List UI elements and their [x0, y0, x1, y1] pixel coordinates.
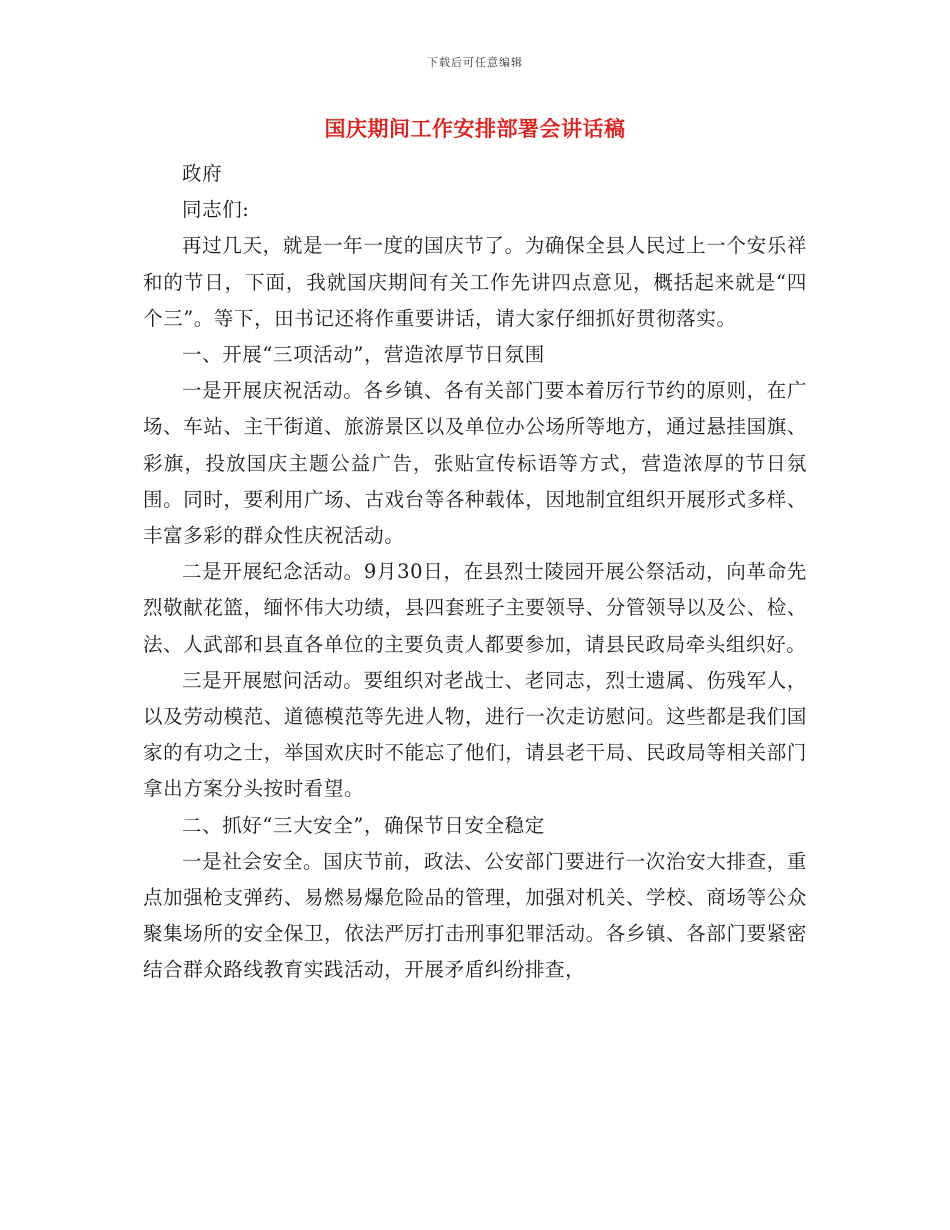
paragraph-celebration: 一是开展庆祝活动。各乡镇、各有关部门要本着厉行节约的原则，在广场、车站、主干街道、旅游景区以及单位办公场所等地方，通过悬挂国旗、彩旗，投放国庆主题公益广告，张贴宣传标语等方式，营造浓厚的节日氛围。同时，要利用广场、古戏台等各种载体，因地制宜组织开展形式多样、丰富多彩的群众性庆祝活动。: [143, 379, 807, 548]
document-title: 国庆期间工作安排部署会讲话稿: [324, 117, 626, 141]
paragraph-organization: 政府: [182, 162, 223, 185]
paragraph-visits: 三是开展慰问活动。要组织对老战士、老同志，烈士遗属、伤残军人，以及劳动模范、道德模范等先进人物，进行一次走访慰问。这些都是我们国家的有功之士，举国欢庆时不能忘了他们，请县老干局、民政局等相关部门拿出方案分头按时看望。: [143, 668, 807, 801]
paragraph-intro: 再过几天，就是一年一度的国庆节了。为确保全县人民过上一个安乐祥和的节日，下面，我就国庆期间有关工作先讲四点意见，概括起来就是“四个三”。等下，田书记还将作重要讲话，请大家仔细抓好贯彻落实。: [143, 234, 807, 330]
paragraph-memorial: 二是开展纪念活动。9月30日，在县烈士陵园开展公祭活动，向革命先烈敬献花篮，缅怀伟大功绩，县四套班子主要领导、分管领导以及公、检、法、人武部和县直各单位的主要负责人都要参加，请县民政局牵头组织好。: [143, 560, 807, 656]
header-note: 下载后可任意编辑: [427, 56, 523, 69]
paragraph-salutation: 同志们:: [182, 198, 250, 222]
document-body: [143, 156, 807, 989]
section-heading-1: 一、开展“三项活动”，营造浓厚节日氛围: [182, 343, 545, 367]
section-heading-2: 二、抓好“三大安全”，确保节日安全稳定: [182, 813, 545, 837]
paragraph-social-safety: 一是社会安全。国庆节前，政法、公安部门要进行一次治安大排查，重点加强枪支弹药、易燃易爆危险品的管理，加强对机关、学校、商场等公众聚集场所的安全保卫，依法严厉打击刑事犯罪活动。各乡镇、各部门要紧密结合群众路线教育实践活动，开展矛盾纠纷排查，: [143, 849, 807, 982]
